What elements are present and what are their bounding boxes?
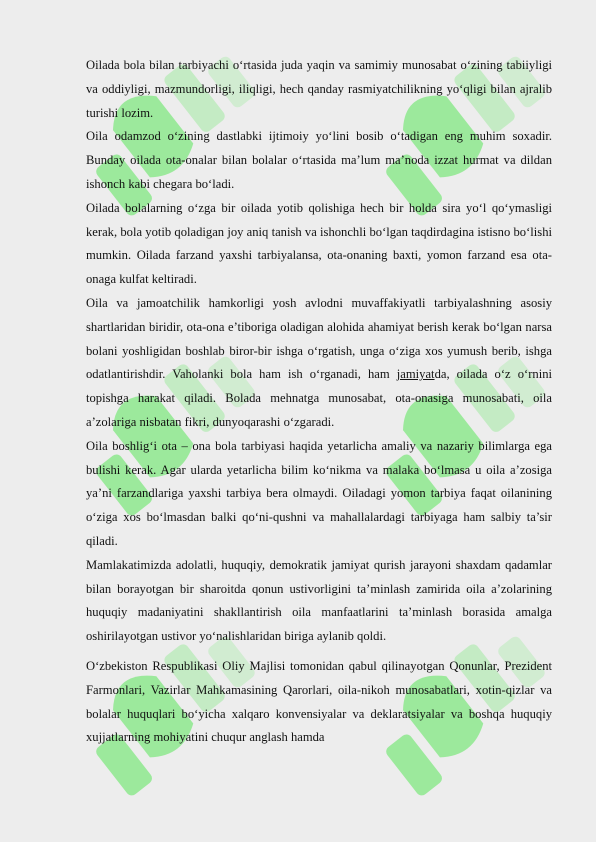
paragraph: O‘zbekiston Respublikasi Oliy Majlisi tomonidan qabul qilinayotgan Qonunlar, Prezident Farmonlari, Vazirlar Mahkamasining Qarorlari, oila-nikoh munosabatlari, xotin-qizlar va bolalar huquqlari bo‘yicha xalqaro konvensiyalar va deklaratsiyalar va boshqa huquqiy xujjatlarning mohiyatini chuqur anglash hamda bbox=[86, 658, 552, 745]
paragraph-text: da, oilada o‘z o‘rnini topishga harakat qiladi. Bolada mehnatga munosabat, ota-onasiga munosabati, oila a’zolariga nisbatan fikri, dunyoqarashi o‘zgaradi. bbox=[86, 367, 552, 429]
paragraph: Mamlakatimizda adolatli, huquqiy, demokratik jamiyat qurish jarayoni shaxdam qadamlar bilan borayotgan bir sharoitda qonun ustivorligini ta’minlash zamirida oila a’zolarining huquqiy madaniyatini shakllantirish oila manfaatlarini ta’minlash borasida amalga oshirilayotgan ustivor yo‘nalishlaridan biriga aylanib qoldi. bbox=[86, 557, 552, 644]
paragraph-text: Oila va jamoatchilik hamkorligi yosh avlodni muvaffakiyatli tarbiyalashning asosiy shartlaridan biridir, ota-ona e’tiboriga oladigan alohida ahamiyat berish kerak bo‘lgan narsa bolani yoshligidan boshlab biror-bir ishga o‘rgatish, unga o‘ziga xos yumush berib, ishga odatlantirishdir. Vaholanki bola ham ish o‘rganadi, ham bbox=[86, 295, 552, 382]
paragraph: Oilada bolalarning o‘zga bir oilada yotib qolishiga hech bir holda sira yo‘l qo‘ymasligi kerak, bola yotib qoladigan joy aniq tanish va ishonchli bo‘lgan taqdirdagina istisno bo‘lishi mumkin. Oilada farzand yaxshi tarbiyalansa, ota-onaning baxti, yomon farzand esa ota-onaga kulfat keltiradi. bbox=[86, 200, 552, 287]
paragraph: Oila boshlig‘i ota – ona bola tarbiyasi haqida yetarlicha amaliy va nazariy bilimlarga ega bulishi kerak. Agar ularda yetarlicha bilim ko‘nikma va malaka bo‘lmasa u oila a’zosiga ya’ni farzandlariga yaxshi tarbiya bera olmaydi. Oiladagi yomon tarbiya faqat oilanining o‘ziga xos bo‘lmasdan balki qo‘ni-qushni va mahallalardagi tarbiyaga ham salbiy ta’sir qiladi. bbox=[86, 438, 552, 548]
paragraph bbox=[86, 292, 552, 435]
underlined-word: jamiyat bbox=[396, 367, 435, 382]
paragraph: Oilada bola bilan tarbiyachi o‘rtasida juda yaqin va samimiy munosabat o‘zining tabiiyligi va oddiyligi, mazmundorligi, iliqligi, hech qanday rasmiyatchilikning yo‘qligi bilan ajralib turishi lozim. bbox=[86, 58, 552, 120]
document-body bbox=[86, 54, 552, 750]
paragraph: Oila odamzod o‘zining dastlabki ijtimoiy yo‘lini bosib o‘tadigan eng muhim soxadir. Bunday oilada ota-onalar bilan bolalar o‘rtasida ma’lum ma’noda izzat hurmat va dildan ishonch kabi chegara bo‘ladi. bbox=[86, 129, 552, 191]
